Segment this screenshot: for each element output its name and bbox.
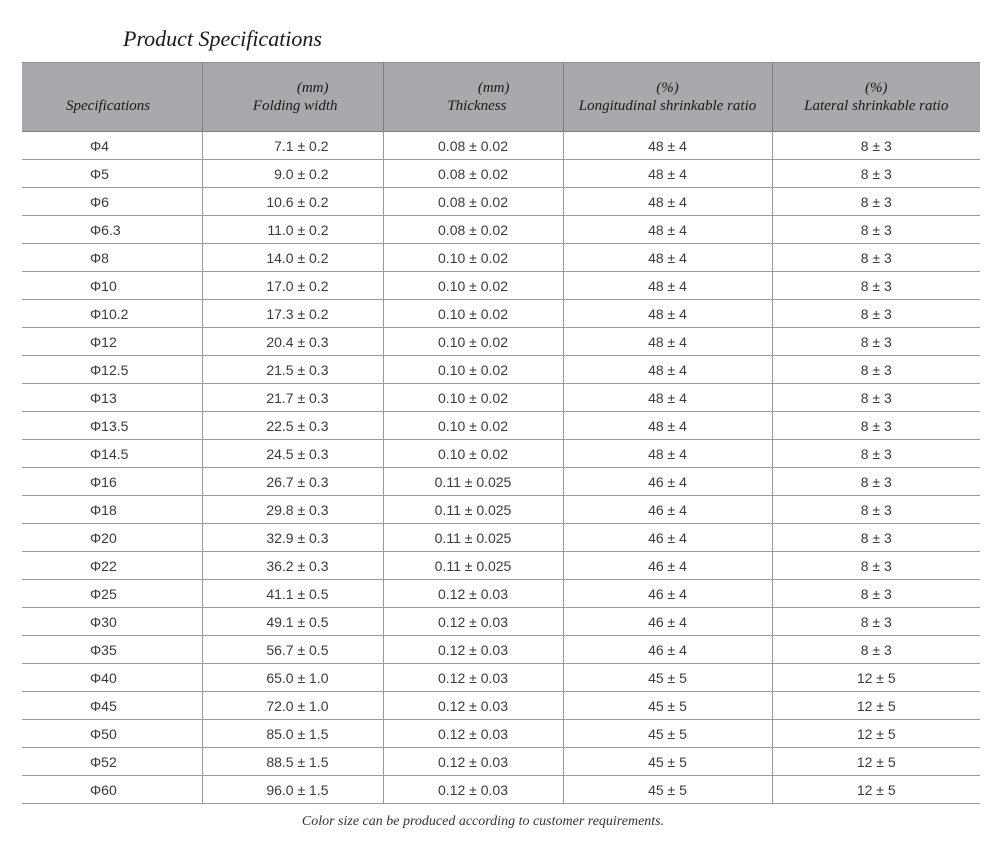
- lateral-ratio-cell: 8 ± 3: [772, 132, 980, 160]
- longitudinal-ratio-cell: 48 ± 4: [563, 244, 772, 272]
- page-title: Product Specifications: [123, 26, 322, 51]
- folding-width-cell: 88.5 ± 1.5: [202, 748, 383, 776]
- thickness-cell: 0.11 ± 0.025: [383, 552, 563, 580]
- table-row: [22, 524, 980, 552]
- longitudinal-ratio-cell: 46 ± 4: [563, 608, 772, 636]
- lateral-ratio-cell: 12 ± 5: [772, 748, 980, 776]
- header-unit: (%): [865, 80, 888, 96]
- folding-width-cell: 21.7 ± 0.3: [202, 384, 383, 412]
- folding-width-cell: 22.5 ± 0.3: [202, 412, 383, 440]
- lateral-ratio-cell: 8 ± 3: [772, 468, 980, 496]
- spec-cell: Φ18: [22, 496, 202, 524]
- folding-width-cell: 17.0 ± 0.2: [202, 272, 383, 300]
- table-row: [22, 244, 980, 272]
- header-label: Longitudinal shrinkable ratio: [578, 98, 757, 114]
- folding-width-cell: 32.9 ± 0.3: [202, 524, 383, 552]
- longitudinal-ratio-cell: 46 ± 4: [563, 580, 772, 608]
- table-row: [22, 468, 980, 496]
- spec-cell: Φ35: [22, 636, 202, 664]
- folding-width-cell: 65.0 ± 1.0: [202, 664, 383, 692]
- thickness-cell: 0.12 ± 0.03: [383, 636, 563, 664]
- longitudinal-ratio-cell: 45 ± 5: [563, 720, 772, 748]
- folding-width-cell: 29.8 ± 0.3: [202, 496, 383, 524]
- table-row: [22, 356, 980, 384]
- table-row: [22, 720, 980, 748]
- header-unit: (mm): [296, 80, 329, 96]
- lateral-ratio-cell: 8 ± 3: [772, 580, 980, 608]
- spec-cell: Φ40: [22, 664, 202, 692]
- table-row: [22, 748, 980, 776]
- folding-width-cell: 20.4 ± 0.3: [202, 328, 383, 356]
- lateral-ratio-cell: 8 ± 3: [772, 328, 980, 356]
- spec-cell: Φ12.5: [22, 356, 202, 384]
- thickness-cell: 0.12 ± 0.03: [383, 776, 563, 804]
- lateral-ratio-cell: 8 ± 3: [772, 608, 980, 636]
- thickness-cell: 0.10 ± 0.02: [383, 300, 563, 328]
- thickness-cell: 0.10 ± 0.02: [383, 356, 563, 384]
- spec-cell: Φ25: [22, 580, 202, 608]
- longitudinal-ratio-cell: 46 ± 4: [563, 552, 772, 580]
- spec-cell: Φ30: [22, 608, 202, 636]
- table-row: [22, 776, 980, 804]
- lateral-ratio-cell: 8 ± 3: [772, 412, 980, 440]
- table-row: [22, 608, 980, 636]
- lateral-ratio-cell: 12 ± 5: [772, 692, 980, 720]
- spec-cell: Φ8: [22, 244, 202, 272]
- spec-cell: Φ4: [22, 132, 202, 160]
- lateral-ratio-cell: 8 ± 3: [772, 272, 980, 300]
- header-lateral-ratio: [772, 63, 980, 132]
- lateral-ratio-cell: 8 ± 3: [772, 636, 980, 664]
- lateral-ratio-cell: 12 ± 5: [772, 664, 980, 692]
- lateral-ratio-cell: 8 ± 3: [772, 384, 980, 412]
- longitudinal-ratio-cell: 45 ± 5: [563, 692, 772, 720]
- thickness-cell: 0.08 ± 0.02: [383, 132, 563, 160]
- table-header: [22, 63, 980, 132]
- thickness-cell: 0.10 ± 0.02: [383, 244, 563, 272]
- longitudinal-ratio-cell: 48 ± 4: [563, 300, 772, 328]
- longitudinal-ratio-cell: 48 ± 4: [563, 384, 772, 412]
- thickness-cell: 0.08 ± 0.02: [383, 160, 563, 188]
- header-folding-width: [202, 63, 383, 132]
- spec-cell: Φ20: [22, 524, 202, 552]
- spec-cell: Φ60: [22, 776, 202, 804]
- spec-cell: Φ50: [22, 720, 202, 748]
- spec-table: [22, 62, 980, 804]
- folding-width-cell: 11.0 ± 0.2: [202, 216, 383, 244]
- longitudinal-ratio-cell: 46 ± 4: [563, 468, 772, 496]
- spec-cell: Φ5: [22, 160, 202, 188]
- folding-width-cell: 9.0 ± 0.2: [202, 160, 383, 188]
- folding-width-cell: 7.1 ± 0.2: [202, 132, 383, 160]
- header-label: Thickness: [447, 98, 507, 114]
- folding-width-cell: 17.3 ± 0.2: [202, 300, 383, 328]
- header-label: Lateral shrinkable ratio: [804, 98, 949, 114]
- folding-width-cell: 41.1 ± 0.5: [202, 580, 383, 608]
- table-row: [22, 664, 980, 692]
- longitudinal-ratio-cell: 45 ± 5: [563, 664, 772, 692]
- spec-cell: Φ10.2: [22, 300, 202, 328]
- spec-cell: Φ13.5: [22, 412, 202, 440]
- lateral-ratio-cell: 8 ± 3: [772, 356, 980, 384]
- thickness-cell: 0.10 ± 0.02: [383, 440, 563, 468]
- thickness-cell: 0.10 ± 0.02: [383, 412, 563, 440]
- header-label: Folding width: [252, 98, 338, 114]
- longitudinal-ratio-cell: 48 ± 4: [563, 272, 772, 300]
- folding-width-cell: 96.0 ± 1.5: [202, 776, 383, 804]
- thickness-cell: 0.11 ± 0.025: [383, 524, 563, 552]
- folding-width-cell: 14.0 ± 0.2: [202, 244, 383, 272]
- thickness-cell: 0.12 ± 0.03: [383, 664, 563, 692]
- spec-cell: Φ12: [22, 328, 202, 356]
- longitudinal-ratio-cell: 45 ± 5: [563, 776, 772, 804]
- folding-width-cell: 85.0 ± 1.5: [202, 720, 383, 748]
- longitudinal-ratio-cell: 48 ± 4: [563, 132, 772, 160]
- table-row: [22, 160, 980, 188]
- table-body: [22, 132, 980, 804]
- lateral-ratio-cell: 8 ± 3: [772, 188, 980, 216]
- table-row: [22, 440, 980, 468]
- thickness-cell: 0.10 ± 0.02: [383, 328, 563, 356]
- folding-width-cell: 49.1 ± 0.5: [202, 608, 383, 636]
- longitudinal-ratio-cell: 46 ± 4: [563, 636, 772, 664]
- table-row: [22, 384, 980, 412]
- thickness-cell: 0.12 ± 0.03: [383, 580, 563, 608]
- folding-width-cell: 36.2 ± 0.3: [202, 552, 383, 580]
- longitudinal-ratio-cell: 46 ± 4: [563, 524, 772, 552]
- folding-width-cell: 10.6 ± 0.2: [202, 188, 383, 216]
- spec-cell: Φ6: [22, 188, 202, 216]
- table-row: [22, 188, 980, 216]
- spec-cell: Φ16: [22, 468, 202, 496]
- thickness-cell: 0.08 ± 0.02: [383, 216, 563, 244]
- folding-width-cell: 21.5 ± 0.3: [202, 356, 383, 384]
- folding-width-cell: 72.0 ± 1.0: [202, 692, 383, 720]
- longitudinal-ratio-cell: 48 ± 4: [563, 188, 772, 216]
- lateral-ratio-cell: 8 ± 3: [772, 440, 980, 468]
- folding-width-cell: 56.7 ± 0.5: [202, 636, 383, 664]
- lateral-ratio-cell: 8 ± 3: [772, 300, 980, 328]
- header-longitudinal-ratio: [563, 63, 772, 132]
- lateral-ratio-cell: 8 ± 3: [772, 524, 980, 552]
- thickness-cell: 0.11 ± 0.025: [383, 496, 563, 524]
- spec-cell: Φ52: [22, 748, 202, 776]
- longitudinal-ratio-cell: 48 ± 4: [563, 216, 772, 244]
- lateral-ratio-cell: 8 ± 3: [772, 552, 980, 580]
- lateral-ratio-cell: 8 ± 3: [772, 160, 980, 188]
- lateral-ratio-cell: 12 ± 5: [772, 776, 980, 804]
- longitudinal-ratio-cell: 48 ± 4: [563, 356, 772, 384]
- header-unit: (%): [656, 80, 679, 96]
- thickness-cell: 0.12 ± 0.03: [383, 608, 563, 636]
- longitudinal-ratio-cell: 48 ± 4: [563, 328, 772, 356]
- table-row: [22, 132, 980, 160]
- lateral-ratio-cell: 8 ± 3: [772, 496, 980, 524]
- header-row: [22, 63, 980, 132]
- table-row: [22, 636, 980, 664]
- table-row: [22, 300, 980, 328]
- longitudinal-ratio-cell: 48 ± 4: [563, 412, 772, 440]
- header-label: Specifications: [66, 98, 151, 114]
- folding-width-cell: 26.7 ± 0.3: [202, 468, 383, 496]
- longitudinal-ratio-cell: 45 ± 5: [563, 748, 772, 776]
- table-row: [22, 692, 980, 720]
- spec-cell: Φ10: [22, 272, 202, 300]
- table-row: [22, 412, 980, 440]
- lateral-ratio-cell: 8 ± 3: [772, 216, 980, 244]
- lateral-ratio-cell: 8 ± 3: [772, 244, 980, 272]
- spec-cell: Φ14.5: [22, 440, 202, 468]
- thickness-cell: 0.10 ± 0.02: [383, 272, 563, 300]
- thickness-cell: 0.12 ± 0.03: [383, 748, 563, 776]
- longitudinal-ratio-cell: 46 ± 4: [563, 496, 772, 524]
- thickness-cell: 0.10 ± 0.02: [383, 384, 563, 412]
- header-unit: (mm): [477, 80, 510, 96]
- table-row: [22, 496, 980, 524]
- header-thickness: [383, 63, 563, 132]
- lateral-ratio-cell: 12 ± 5: [772, 720, 980, 748]
- table-row: [22, 272, 980, 300]
- header-specifications: [22, 63, 202, 132]
- thickness-cell: 0.08 ± 0.02: [383, 188, 563, 216]
- table-row: [22, 580, 980, 608]
- thickness-cell: 0.12 ± 0.03: [383, 692, 563, 720]
- spec-cell: Φ45: [22, 692, 202, 720]
- thickness-cell: 0.12 ± 0.03: [383, 720, 563, 748]
- thickness-cell: 0.11 ± 0.025: [383, 468, 563, 496]
- table-row: [22, 328, 980, 356]
- spec-cell: Φ22: [22, 552, 202, 580]
- footer-note: Color size can be produced according to customer requirements.: [301, 814, 665, 829]
- table-row: [22, 216, 980, 244]
- spec-cell: Φ13: [22, 384, 202, 412]
- longitudinal-ratio-cell: 48 ± 4: [563, 160, 772, 188]
- longitudinal-ratio-cell: 48 ± 4: [563, 440, 772, 468]
- table-row: [22, 552, 980, 580]
- folding-width-cell: 24.5 ± 0.3: [202, 440, 383, 468]
- spec-cell: Φ6.3: [22, 216, 202, 244]
